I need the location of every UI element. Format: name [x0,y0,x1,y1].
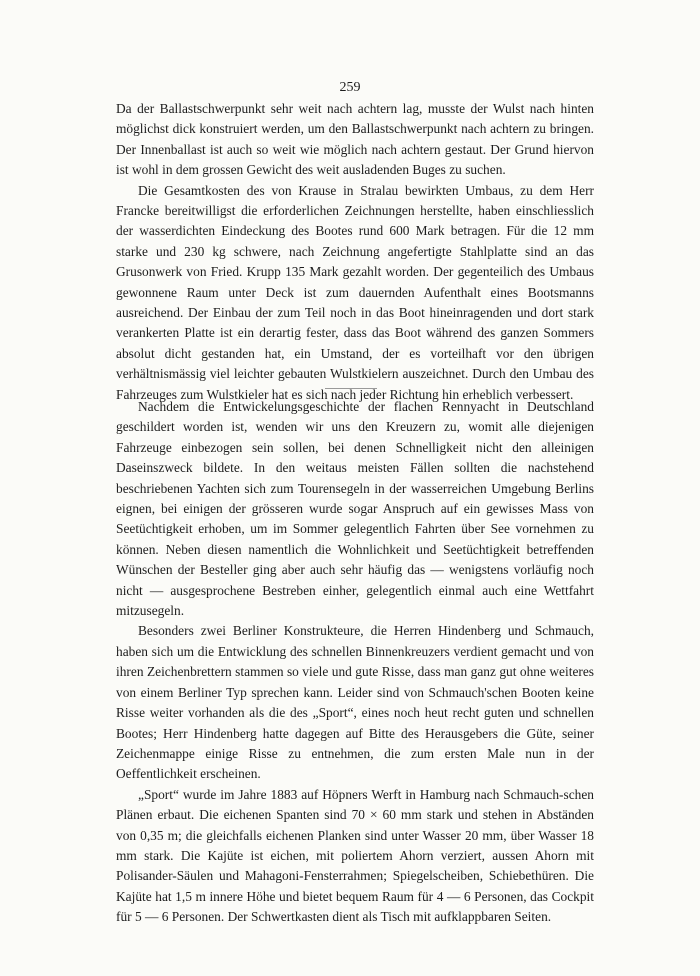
paragraph: Nachdem die Entwickelungsgeschichte der flachen Rennyacht in Deutschland geschildert worden ist, wenden wir uns den Kreuzern zu, womit alle diejenigen Fahrzeuge einbezogen sein sollen, bei denen Schnelligkeit nicht den alleinigen Daseinszweck bildete. In den weitaus meisten Fällen sollten die nachstehend beschriebenen Yachten sich zum Tourensegeln in der wasserreichen Umgebung Berlins eignen, bei einigen der grösseren wurde sogar Anspruch auf ein gewisses Mass von Seetüchtigkeit erhoben, um im Sommer gelegentlich Fahrten über See vornehmen zu können. Neben diesen namentlich die Wohnlichkeit und Seetüchtigkeit betreffenden Wünschen der Besteller ging aber auch sehr häufig das — wenigstens vorläufig noch nicht — ausgesprochene Bestreben einher, gelegentlich einmal auch eine Wettfahrt mitzusegeln. [116,399,594,619]
paragraph: Da der Ballastschwerpunkt sehr weit nach achtern lag, musste der Wulst nach hinten möglichst dick konstruiert werden, um den Ballastschwerpunkt nach achtern zu bringen. Der Innenballast ist auch so weit wie möglich nach achtern gestaut. Der Grund hiervon ist wohl in dem grossen Gewicht des weit ausladenden Buges zu suchen. [116,101,594,178]
text-section-1 [116,99,594,405]
paragraph: Besonders zwei Berliner Konstrukteure, die Herren Hindenberg und Schmauch, haben sich um die Entwicklung des schnellen Binnenkreuzers verdient gemacht und von ihren Zeichenbrettern stammen so viele und gute Risse, dass man ganz gut ohne weiteres von einem Berliner Typ sprechen kann. Leider sind von Schmauch'schen Booten keine Risse weiter vorhanden als die des „Sport“, eines noch heut recht guten und schnellen Bootes; Herr Hindenberg hatte dagegen auf Bitte des Herausgebers die Güte, seiner Zeichenmappe einige Risse zu entnehmen, die zum ersten Male nun in der Oeffentlichkeit erscheinen. [116,623,594,782]
paragraph: „Sport“ wurde im Jahre 1883 auf Höpners Werft in Hamburg nach Schmauch-schen Plänen erbaut. Die eichenen Spanten sind 70 × 60 mm stark und stehen in Abständen von 0,35 m; die gleichfalls eichenen Planken sind unter Wasser 20 mm, über Wasser 18 mm stark. Die Kajüte ist eichen, mit poliertem Ahorn verziert, aussen Ahorn mit Polisander-Säulen und Mahagoni-Fensterrahmen; Spiegelscheiben, Schiebethüren. Die Kajüte hat 1,5 m innere Höhe und bietet bequem Raum für 4 — 6 Personen, das Cockpit für 5 — 6 Personen. Der Schwertkasten dient als Tisch mit aufklappbaren Seiten. [116,786,594,925]
text-section-2 [116,397,594,928]
paragraph: Die Gesamtkosten des von Krause in Stralau bewirkten Umbaus, zu dem Herr Francke bereitwilligst die erforderlichen Zeichnungen herstellte, haben einschliesslich der wasserdichten Eindeckung des Bootes rund 600 Mark betragen. Für die 12 mm starke und 230 kg schwere, nach Zeichnung angefertigte Stahlplatte sind an das Grusonwerk von Fried. Krupp 135 Mark gezahlt worden. Der gegenteilich des Umbaus gewonnene Raum unter Deck ist zum dauernden Aufenthalt eines Bootsmanns ausreichend. Der Einbau der zum Teil noch in das Boot hineinragenden und dort stark verankerten Platte ist ein derartig fester, dass das Boot während des ganzen Sommers absolut dicht gestanden hat, ein Umstand, der es vorteilhaft vor den übrigen verhältnismässig viel leichter gebauten Wulstkielern auszeichnet. Durch den Umbau des Fahrzeuges zum Wulstkieler hat es sich nach jeder Richtung hin erheblich verbessert. [116,182,594,402]
section-divider [325,388,377,389]
page-number: 259 [339,80,361,95]
